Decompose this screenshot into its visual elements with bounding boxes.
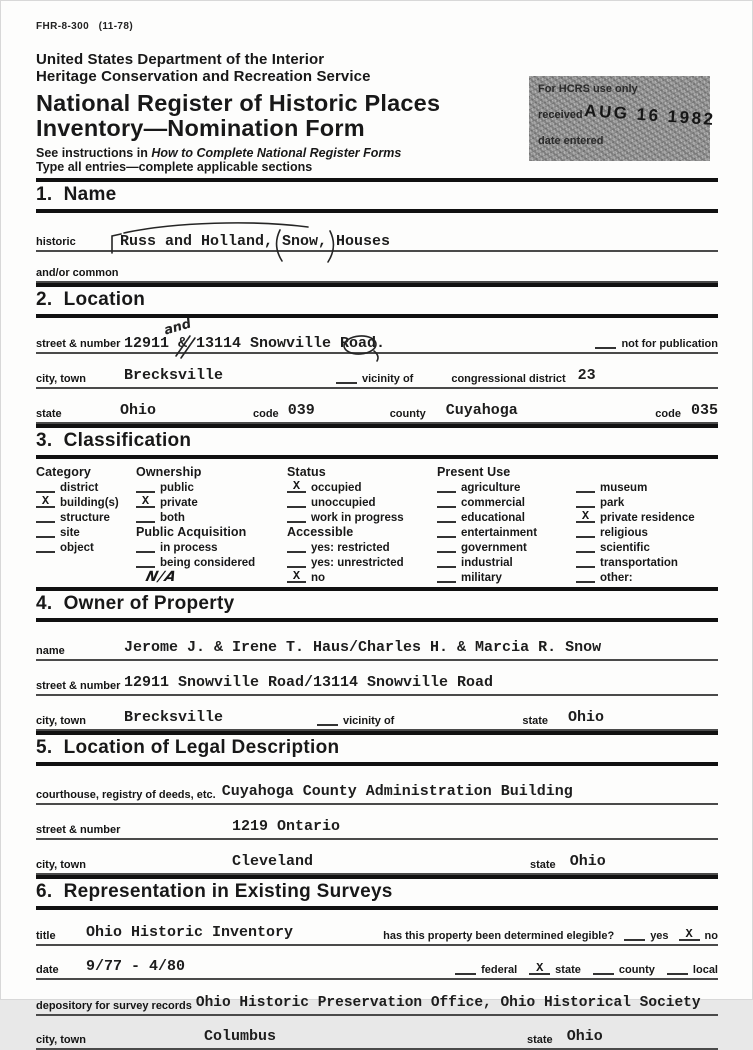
checkbox-educational: educational [437, 510, 576, 525]
survey-date-value: 9/77 - 4/80 [86, 958, 186, 975]
checkbox-religious: religious [576, 525, 718, 540]
survey-title-label: title [36, 930, 56, 942]
not-for-publication-label: not for publication [621, 338, 718, 350]
section-3-title: 3. Classification [36, 429, 192, 452]
hcrs-stamp-box [529, 76, 717, 161]
federal-label: federal [481, 964, 518, 976]
depository-label: depository for survey records [36, 1000, 192, 1012]
field-legal-city [36, 840, 718, 875]
courthouse-value: Cuyahoga County Administration Building [221, 783, 573, 800]
instructions-line2: Type all entries—complete applicable sections [36, 160, 313, 174]
checkbox-in-process: in process [136, 540, 287, 555]
section-5-title: 5. Location of Legal Description [36, 736, 340, 759]
local-label: local [692, 964, 718, 976]
code2-value: 035 [690, 402, 718, 419]
ampersand-struck: & [178, 335, 188, 352]
field-state-county [36, 389, 718, 424]
city-value: Brecksville [124, 367, 224, 384]
survey-state-value: Ohio [566, 1028, 603, 1045]
section-6-title: 6. Representation in Existing Surveys [36, 880, 393, 903]
checkbox-private-residence: X private residence [576, 510, 718, 525]
checkbox-museum: museum [576, 480, 718, 495]
depository-value: Ohio Historic Preservation Office, Ohio Historical Society [195, 995, 701, 1011]
field-owner-name [36, 622, 718, 661]
local-blank [667, 960, 688, 975]
dept-line2: Heritage Conservation and Recreation Service [36, 68, 371, 85]
owner-street-label: street & number [36, 680, 121, 692]
section-3-header [36, 424, 718, 459]
checkbox-transportation: transportation [576, 555, 718, 570]
county-value: Cuyahoga [445, 402, 518, 419]
field-owner-city [36, 696, 718, 731]
section-6-header [36, 875, 718, 910]
checkbox-buildings: X building(s) [36, 495, 136, 510]
present-use-column-1: Present Use agriculture commercial educational entertainment government industrial military [437, 465, 576, 585]
checkbox-entertainment: entertainment [437, 525, 576, 540]
section-5-header [36, 731, 718, 766]
checkbox-being-considered: being considered [136, 555, 287, 570]
congressional-district-value: 23 [577, 367, 596, 384]
field-historic-name [36, 213, 718, 252]
stamp-date-entered-label: date entered [538, 135, 604, 147]
checkbox-military: military [437, 570, 576, 585]
field-common-name [36, 252, 718, 283]
instructions-line1: See instructions in How to Complete National Register Forms [36, 146, 402, 160]
handwritten-and: and [162, 316, 193, 339]
field-city-town [36, 354, 718, 389]
field-survey-title [36, 910, 718, 946]
checkbox-unoccupied: unoccupied [287, 495, 437, 510]
section-2-title: 2. Location [36, 288, 146, 311]
checkbox-park: park [576, 495, 718, 510]
state-label: state [36, 408, 62, 420]
eligible-yes-blank [624, 926, 645, 941]
not-for-publication-blank [595, 334, 616, 349]
field-legal-street [36, 805, 718, 840]
common-label: and/or common [36, 267, 119, 279]
section-2-header [36, 283, 718, 318]
checkbox-yes-unrestricted: yes: unrestricted [287, 555, 437, 570]
owner-state-value: Ohio [568, 709, 605, 726]
vicinity-blank [336, 369, 357, 384]
checkbox-agriculture: agriculture [437, 480, 576, 495]
form-number: FHR-8-300 (11-78) [36, 21, 134, 32]
legal-city-value: Cleveland [232, 853, 314, 870]
stamp-received-label: received [538, 109, 583, 121]
survey-city-value: Columbus [204, 1028, 277, 1045]
state-value: Ohio [120, 402, 157, 419]
state-level-blank: X [529, 960, 550, 975]
section-4-header [36, 587, 718, 622]
section-1-title: 1. Name [36, 183, 117, 206]
owner-street-value: 12911 Snowville Road/13114 Snowville Road [124, 674, 494, 691]
category-column: Category district X building(s) structure site object [36, 465, 136, 585]
ownership-column: Ownership public X private both Public Acquisition in process being considered N/A [136, 465, 287, 585]
legal-state-value: Ohio [569, 853, 606, 870]
classification-grid [36, 459, 718, 587]
county-blank [593, 960, 614, 975]
code-label: code [253, 408, 279, 420]
status-column: Status X occupied unoccupied work in progress Accessible yes: restricted yes: unrestricted X no [287, 465, 437, 585]
congressional-district-label: congressional district [451, 373, 566, 385]
checkbox-work-in-progress: work in progress [287, 510, 437, 525]
checkbox-structure: structure [36, 510, 136, 525]
checkbox-no: X no [287, 570, 437, 585]
owner-name-value: Jerome J. & Irene T. Haus/Charles H. & Marcia R. Snow [124, 639, 602, 656]
received-date-stamp: AUG 16 1982 [583, 101, 717, 130]
historic-label: historic [36, 236, 76, 248]
survey-date-label: date [36, 964, 59, 976]
legal-street-value: 1219 Ontario [232, 818, 341, 835]
legal-state-label: state [530, 859, 556, 871]
courthouse-label: courthouse, registry of deeds, etc. [36, 789, 216, 801]
owner-state-label: state [522, 715, 549, 727]
county-level-label: county [618, 964, 655, 976]
street-label: street & number [36, 338, 121, 350]
present-use-column-2 [576, 465, 718, 585]
survey-city-label: city, town [36, 1034, 86, 1046]
checkbox-both: both [136, 510, 287, 525]
survey-title-value: Ohio Historic Inventory [86, 924, 294, 941]
checkbox-yes-restricted: yes: restricted [287, 540, 437, 555]
checkbox-district: district [36, 480, 136, 495]
section-1-header [36, 178, 718, 213]
code2-label: code [655, 408, 681, 420]
checkbox-scientific: scientific [576, 540, 718, 555]
form-title-line1: National Register of Historic Places [36, 90, 441, 116]
historic-value: Russ and Holland, Snow, Houses [120, 233, 391, 250]
eligible-yes-label: yes [650, 930, 669, 942]
owner-city-label: city, town [36, 715, 86, 727]
checkbox-occupied: X occupied [287, 480, 437, 495]
checkbox-other: other: [576, 570, 718, 585]
checkbox-private: X private [136, 495, 287, 510]
city-label: city, town [36, 373, 86, 385]
owner-vicinity-label: vicinity of [343, 715, 395, 727]
checkbox-object: object [36, 540, 136, 555]
owner-name-label: name [36, 645, 65, 657]
field-courthouse [36, 766, 718, 805]
field-depository [36, 980, 718, 1016]
checkbox-government: government [437, 540, 576, 555]
legal-street-label: street & number [36, 824, 121, 836]
checkbox-public: public [136, 480, 287, 495]
accessible-subheader: Accessible [287, 525, 354, 539]
state-level-label: state [555, 964, 581, 976]
field-survey-city [36, 1016, 718, 1050]
legal-city-label: city, town [36, 859, 86, 871]
code-value: 039 [287, 402, 315, 419]
owner-vicinity-blank [317, 711, 338, 726]
eligible-no-label: no [704, 930, 718, 942]
checkbox-site: site [36, 525, 136, 540]
owner-city-value: Brecksville [124, 709, 224, 726]
public-acquisition-subheader: Public Acquisition [136, 525, 247, 539]
survey-state-label: state [527, 1034, 553, 1046]
stamp-use-only-text: For HCRS use only [538, 83, 638, 95]
vicinity-label: vicinity of [362, 373, 414, 385]
checkbox-industrial: industrial [437, 555, 576, 570]
dept-line1: United States Department of the Interior [36, 51, 325, 68]
handwritten-na: N/A [144, 569, 179, 585]
field-owner-street [36, 661, 718, 696]
county-label: county [389, 408, 426, 420]
checkbox-commercial: commercial [437, 495, 576, 510]
eligible-question: has this property been determined elegible? [383, 930, 615, 942]
section-4-title: 4. Owner of Property [36, 592, 235, 615]
eligible-no-blank: X [679, 926, 700, 941]
federal-blank [455, 960, 476, 975]
field-street-number: street & number 12911 & 13114 Snowville Road. and not for publication [36, 318, 718, 354]
form-title-line2: Inventory—Nomination Form [36, 115, 365, 141]
field-survey-date [36, 946, 718, 980]
